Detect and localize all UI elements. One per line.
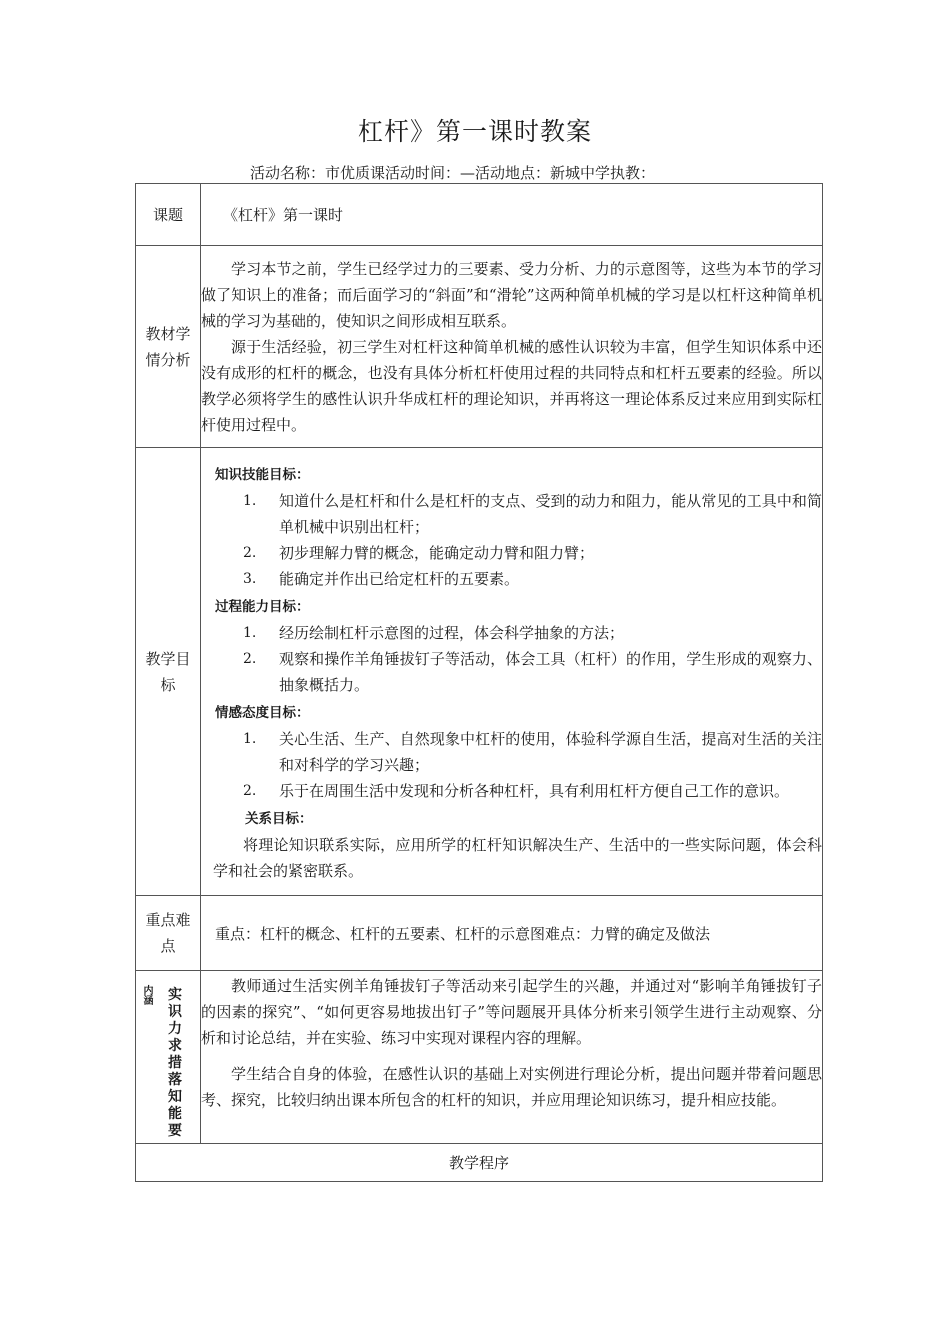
analysis-paragraph-2: 源于生活经验，初三学生对杠杆这种简单机械的感性认识较为丰富，但学生知识体系中还没有成形的杠杆的概念，也没有具体分析杠杆使用过程的共同特点和杠杆五要素的经验。所以教学必须将学生的感性认识升华成杠杆的理论知识，并再将这一理论体系反过来应用到实际杠杆使用过程中。	[201, 337, 822, 434]
topic-row	[136, 184, 823, 246]
goals-content	[201, 448, 823, 896]
implementation-label-vertical: 实识力求措落知能要	[168, 987, 182, 1139]
topic-label: 课题	[136, 184, 201, 246]
goals-row	[136, 448, 823, 896]
emotion-goals-list	[213, 726, 822, 804]
program-row	[136, 1144, 823, 1182]
implementation-content	[201, 971, 823, 1144]
implementation-paragraph-1: 教师通过生活实例羊角锤拔钉子等活动来引起学生的兴趣，并通过对“影响羊角锤拔钉子的因素的探究”、“如何更容易地拔出钉子”等问题展开具体分析来引领学生进行主动观察、分析和讨论总结，并在实验、练习中实现对课程内容的理解。	[201, 977, 822, 1047]
list-item: 3. 能确定并作出已给定杠杆的五要素。	[243, 569, 520, 588]
process-goals-list	[213, 620, 822, 698]
implementation-label-small: 内涵	[141, 985, 152, 1005]
analysis-row	[136, 246, 823, 448]
document-title: 杠杆》第一课时教案	[357, 117, 592, 146]
knowledge-goals-heading: 知识技能目标：	[215, 466, 310, 483]
list-item: 2. 观察和操作羊角锤拔钉子等活动，体会工具（杠杆）的作用，学生形成的观察力、抽象概括力。	[243, 649, 822, 694]
process-goals-heading: 过程能力目标：	[215, 598, 310, 615]
activity-info-line: 活动名称：市优质课活动时间：—活动地点：新城中学执教：	[250, 164, 656, 182]
emotion-goals-heading: 情感态度目标：	[215, 704, 310, 721]
implementation-row	[136, 971, 823, 1144]
list-item: 2. 乐于在周围生活中发现和分析各种杠杆，具有利用杠杆方便自己工作的意识。	[243, 781, 790, 800]
analysis-paragraph-1: 学习本节之前，学生已经学过力的三要素、受力分析、力的示意图等，这些为本节的学习做了知识上的准备；而后面学习的“斜面”和“滑轮”这两种简单机械的学习是以杠杆这种简单机械的学习为基础的，使知识之间形成相互联系。	[201, 259, 822, 330]
keypoints-row	[136, 896, 823, 971]
program-label: 教学程序	[136, 1144, 823, 1182]
topic-value: 《杠杆》第一课时	[201, 184, 823, 246]
implementation-label	[136, 971, 201, 1144]
knowledge-goals-list	[213, 488, 822, 592]
relation-goals-heading: 关系目标：	[245, 810, 313, 827]
analysis-label: 教材学情分析	[136, 246, 201, 448]
analysis-content	[201, 246, 823, 448]
keypoints-text: 重点：杠杆的概念、杠杆的五要素、杠杆的示意图难点：力臂的确定及做法	[201, 896, 823, 971]
relation-goals-text: 将理论知识联系实际，应用所学的杠杆知识解决生产、生活中的一些实际问题，体会科学和社会的紧密联系。	[213, 835, 822, 880]
list-item: 1. 关心生活、生产、自然现象中杠杆的使用，体验科学源自生活，提高对生活的关注和对科学的学习兴趣；	[243, 729, 822, 774]
lesson-plan-table	[135, 183, 823, 1182]
goals-label: 教学目标	[136, 448, 201, 896]
implementation-paragraph-2: 学生结合自身的体验，在感性认识的基础上对实例进行理论分析，提出问题并带着问题思考、探究，比较归纳出课本所包含的杠杆的知识，并应用理论知识练习，提升相应技能。	[201, 1065, 822, 1109]
list-item: 2. 初步理解力臂的概念，能确定动力臂和阻力臂；	[243, 543, 595, 562]
keypoints-label: 重点难点	[136, 896, 201, 971]
list-item: 1. 经历绘制杠杆示意图的过程，体会科学抽象的方法；	[243, 623, 625, 642]
list-item: 1. 知道什么是杠杆和什么是杠杆的支点、受到的动力和阻力，能从常见的工具中和简单机械中识别出杠杆；	[243, 491, 822, 536]
